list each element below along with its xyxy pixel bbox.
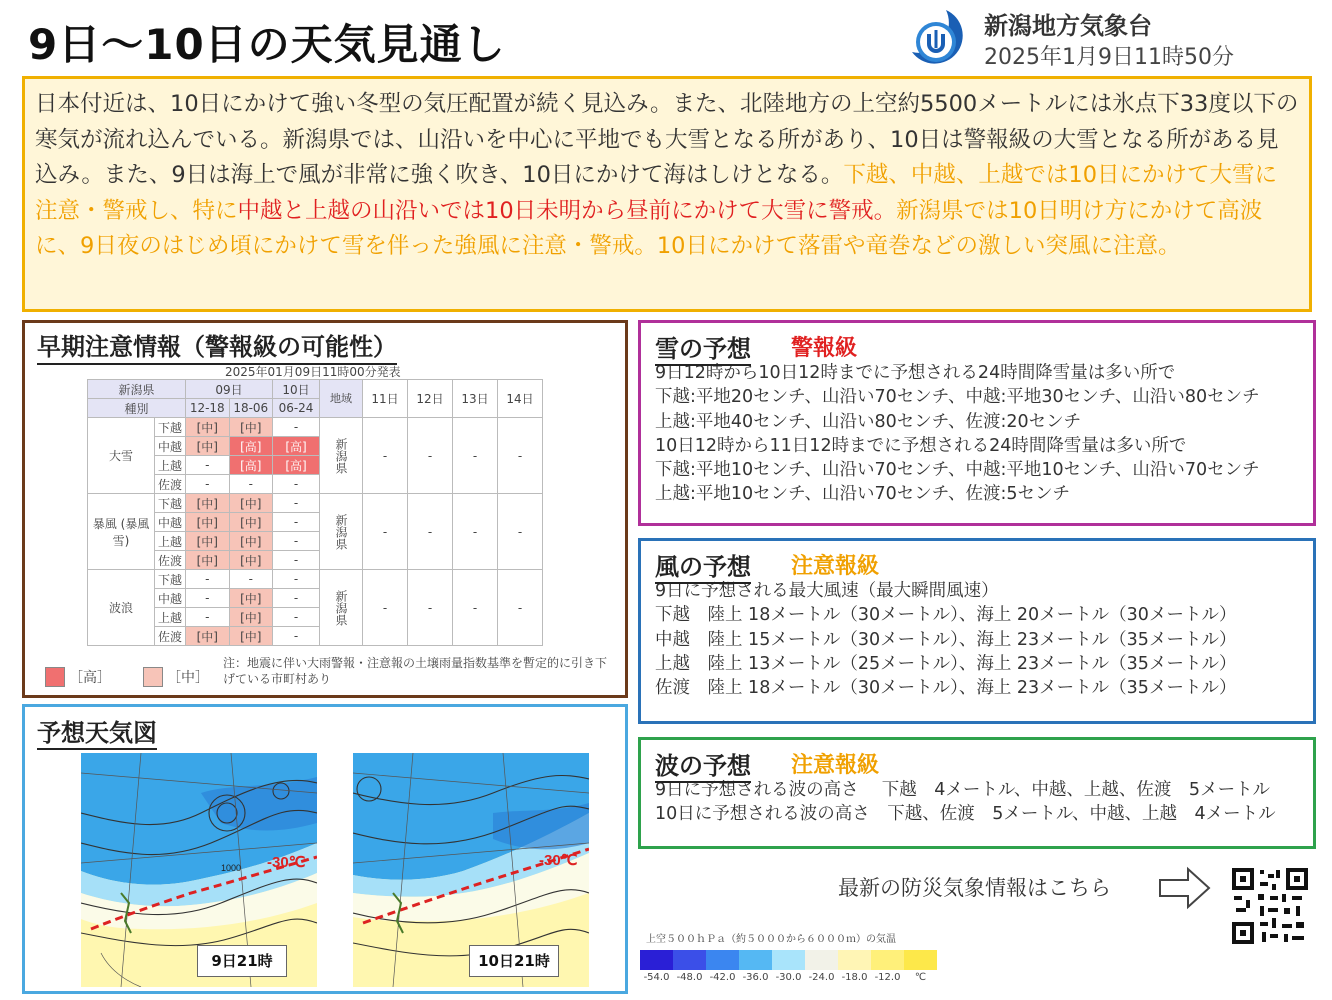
- area-header: 地域: [320, 380, 363, 418]
- scale-swatch: [640, 950, 673, 970]
- warning-level-cell: -: [186, 589, 230, 608]
- arrow-right-icon: [1158, 866, 1212, 910]
- area-label: 下越: [155, 494, 186, 513]
- warning-level-cell: [高]: [273, 456, 320, 475]
- warning-level-cell: [中]: [186, 532, 230, 551]
- scale-swatch: [805, 950, 838, 970]
- area-label: 上越: [155, 532, 186, 551]
- wind-line: 佐渡 陸上 18メートル（30メートル）、海上 23メートル（35メートル）: [655, 678, 1237, 699]
- table-row: [88, 418, 543, 437]
- warning-level-cell: [中]: [229, 532, 273, 551]
- snow-line: 9日12時から10日12時までに予想される24時間降雪量は多い所で: [655, 363, 1176, 383]
- day12-header: 12日: [408, 380, 453, 418]
- summary-caution-text: 下越、中越、上越では10日にかけて大雪に注意・警戒し、特に: [35, 162, 1278, 224]
- phenomenon-label: 暴風 (暴風雪): [92, 516, 150, 548]
- scale-tick-label: -24.0: [808, 972, 835, 983]
- warning-level-cell: [中]: [229, 494, 273, 513]
- warning-level-cell: -: [273, 570, 320, 589]
- warning-level-cell: -: [273, 551, 320, 570]
- table-row: [88, 494, 543, 513]
- warning-level-cell: [高]: [229, 456, 273, 475]
- day09-header: 09日: [186, 380, 273, 399]
- legend-high-swatch: [45, 667, 65, 687]
- warning-level-cell: [高]: [229, 437, 273, 456]
- area-label: 佐渡: [155, 475, 186, 494]
- temperature-scale: [640, 950, 937, 970]
- warning-level-cell: [中]: [229, 608, 273, 627]
- isotherm-label: -30℃: [267, 854, 306, 871]
- later-day-cell: -: [453, 570, 498, 646]
- snow-forecast-title: 雪の予想: [655, 329, 751, 366]
- snow-line: 下越:平地20センチ、山沿い70センチ、中越:平地30センチ、山沿い80センチ: [655, 387, 1260, 408]
- snow-forecast-panel: [638, 320, 1316, 526]
- day10-header: 10日: [273, 380, 320, 399]
- warning-level-cell: [中]: [186, 627, 230, 646]
- scale-tick-label: -18.0: [841, 972, 868, 983]
- region-cell: 新潟県: [320, 570, 363, 646]
- scale-swatch: [772, 950, 805, 970]
- wave-line: 10日に予想される波の高さ 下越、佐渡 5メートル、中越、上越 4メートル: [655, 804, 1276, 825]
- legend-high-label: ［高］: [69, 670, 111, 686]
- scale-swatch: [904, 950, 937, 970]
- warning-level-cell: [中]: [186, 437, 230, 456]
- slot-header: 06-24: [273, 399, 320, 418]
- day11-header: 11日: [363, 380, 408, 418]
- region-cell: 新潟県: [320, 418, 363, 494]
- legend-mid-label: ［中］: [167, 670, 209, 686]
- region-cell: 新潟県: [320, 494, 363, 570]
- wind-line: 下越 陸上 18メートル（30メートル）、海上 20メートル（30メートル）: [655, 605, 1237, 626]
- early-warning-issued: 2025年01月09日11時00分発表: [225, 365, 401, 379]
- latest-info-link[interactable]: 最新の防災気象情報はこちら: [838, 876, 1111, 900]
- scale-swatch: [673, 950, 706, 970]
- scale-swatch: [871, 950, 904, 970]
- warning-level-cell: -: [273, 494, 320, 513]
- type-header: 種別: [88, 399, 186, 418]
- later-day-cell: -: [453, 418, 498, 494]
- warning-level-cell: [中]: [229, 627, 273, 646]
- wind-line: 中越 陸上 15メートル（30メートル）、海上 23メートル（35メートル）: [655, 629, 1237, 650]
- wind-forecast-title: 風の予想: [655, 547, 751, 584]
- scale-swatch: [739, 950, 772, 970]
- warning-level-cell: [中]: [186, 513, 230, 532]
- forecast-map-panel: [22, 704, 628, 994]
- warning-level-cell: -: [186, 475, 230, 494]
- slot-header: 18-06: [229, 399, 273, 418]
- temperature-scale-title: 上空５００ｈＰａ（約５０００から６０００ｍ）の気温: [646, 934, 896, 945]
- scale-tick-label: -36.0: [742, 972, 769, 983]
- snow-line: 上越:平地40センチ、山沿い80センチ、佐渡:20センチ: [655, 411, 1082, 432]
- warning-level-cell: [中]: [186, 494, 230, 513]
- jma-logo-icon: [906, 6, 970, 70]
- later-day-cell: -: [363, 494, 408, 570]
- later-day-cell: -: [498, 570, 543, 646]
- warning-level-cell: -: [186, 608, 230, 627]
- later-day-cell: -: [408, 570, 453, 646]
- area-label: 佐渡: [155, 551, 186, 570]
- qr-code-icon[interactable]: [1230, 866, 1310, 946]
- warning-level-cell: -: [273, 627, 320, 646]
- early-warning-panel: [22, 320, 628, 698]
- scale-tick-label: -42.0: [709, 972, 736, 983]
- warning-level-cell: [中]: [229, 551, 273, 570]
- scale-swatch: [838, 950, 871, 970]
- summary-text: 日本付近は、10日にかけて強い冬型の気圧配置が続く見込み。また、北陸地方の上空約5500メートルには氷点下33度以下の寒気が流れ込んでいる。新潟県では、山沿いを中心に平地でも大雪となる所があり、10日は警報級の大雪となる所がある見込み。また、9日は海上で風が非常に強く吹き、10日にかけて海はしけとなる。: [35, 91, 1299, 188]
- later-day-cell: -: [498, 418, 543, 494]
- area-label: 上越: [155, 608, 186, 627]
- scale-swatch: [706, 950, 739, 970]
- office-name: 新潟地方気象台: [984, 12, 1152, 40]
- day13-header: 13日: [453, 380, 498, 418]
- later-day-cell: -: [408, 418, 453, 494]
- warning-level-cell: -: [273, 589, 320, 608]
- early-warning-note: 注：地震に伴い大雨警報・注意報の土壌雨量指数基準を暫定的に引き下げている市町村あり: [223, 656, 608, 686]
- warning-level-cell: [中]: [229, 513, 273, 532]
- area-label: 中越: [155, 437, 186, 456]
- wind-forecast-panel: [638, 538, 1316, 724]
- forecast-map-day9: [81, 753, 317, 987]
- scale-tick-label: -30.0: [775, 972, 802, 983]
- warning-level-cell: [中]: [186, 418, 230, 437]
- isotherm-label: -30℃: [539, 852, 578, 869]
- summary-warning-text: 中越と上越の山沿いでは10日未明から昼前にかけて大雪に警戒。: [237, 197, 897, 224]
- area-label: 中越: [155, 589, 186, 608]
- map-time-label: 10日21時: [469, 945, 559, 977]
- scale-tick-label: -12.0: [874, 972, 901, 983]
- warning-level-cell: -: [273, 532, 320, 551]
- phenomenon-cell: [88, 418, 155, 494]
- warning-level-cell: -: [273, 608, 320, 627]
- phenomenon-cell: [88, 570, 155, 646]
- wind-line: 9日に予想される最大風速（最大瞬間風速）: [655, 581, 999, 601]
- legend-mid-swatch: [143, 667, 163, 687]
- phenomenon-cell: [88, 494, 155, 570]
- wind-level-badge: 注意報級: [791, 554, 880, 579]
- area-label: 中越: [155, 513, 186, 532]
- wave-forecast-title: 波の予想: [655, 746, 751, 783]
- warning-level-cell: -: [273, 418, 320, 437]
- later-day-cell: -: [453, 494, 498, 570]
- scale-tick-label: -48.0: [676, 972, 703, 983]
- pressure-label: 1000: [221, 863, 242, 873]
- table-row: [88, 570, 543, 589]
- warning-level-cell: -: [186, 456, 230, 475]
- area-label: 佐渡: [155, 627, 186, 646]
- wave-line: 9日に予想される波の高さ 下越 4メートル、中越、上越、佐渡 5メートル: [655, 780, 1271, 800]
- wind-line: 上越 陸上 13メートル（25メートル）、海上 23メートル（35メートル）: [655, 653, 1237, 674]
- forecast-map-day10: [353, 753, 589, 987]
- area-label: 上越: [155, 456, 186, 475]
- later-day-cell: -: [363, 418, 408, 494]
- early-warning-title: 早期注意情報（警報級の可能性）: [37, 327, 397, 365]
- summary-caution-text-2: 新潟県では10日明け方にかけて高波に、9日夜のはじめ頃にかけて雪を伴った強風に注意・警戒。10日にかけて落雷や竜巻などの激しい突風に注意。: [35, 197, 1263, 259]
- warning-level-cell: -: [186, 570, 230, 589]
- wave-forecast-panel: [638, 737, 1316, 849]
- issued-time: 2025年1月9日11時50分: [984, 45, 1234, 70]
- later-day-cell: -: [498, 494, 543, 570]
- warning-level-cell: -: [229, 475, 273, 494]
- phenomenon-label: 大雪: [108, 449, 133, 463]
- warning-level-cell: [高]: [273, 437, 320, 456]
- warning-level-cell: -: [273, 475, 320, 494]
- summary-panel: [22, 76, 1312, 312]
- wave-level-badge: 注意報級: [791, 753, 880, 778]
- area-label: 下越: [155, 570, 186, 589]
- later-day-cell: -: [363, 570, 408, 646]
- snow-level-badge: 警報級: [791, 336, 858, 361]
- warning-level-cell: [中]: [229, 589, 273, 608]
- snow-line: 上越:平地10センチ、山沿い70センチ、佐渡:5センチ: [655, 484, 1071, 505]
- phenomenon-label: 波浪: [108, 601, 133, 615]
- map-time-label: 9日21時: [197, 945, 287, 977]
- area-label: 下越: [155, 418, 186, 437]
- pref-header: 新潟県: [88, 380, 186, 399]
- slot-header: 12-18: [186, 399, 230, 418]
- scale-tick-label: -54.0: [643, 972, 670, 983]
- early-warning-table: [87, 379, 543, 646]
- warning-level-cell: [中]: [229, 418, 273, 437]
- scale-tick-label: ℃: [914, 972, 927, 983]
- snow-line: 下越:平地10センチ、山沿い70センチ、中越:平地10センチ、山沿い70センチ: [655, 460, 1260, 481]
- warning-level-cell: [中]: [186, 551, 230, 570]
- forecast-map-title: 予想天気図: [37, 713, 157, 750]
- temperature-scale-ticks: [640, 972, 937, 983]
- warning-level-cell: -: [273, 513, 320, 532]
- snow-line: 10日12時から11日12時までに予想される24時間降雪量は多い所で: [655, 435, 1187, 456]
- warning-level-cell: -: [229, 570, 273, 589]
- page-title: 9日～10日の天気見通し: [28, 20, 506, 69]
- later-day-cell: -: [408, 494, 453, 570]
- day14-header: 14日: [498, 380, 543, 418]
